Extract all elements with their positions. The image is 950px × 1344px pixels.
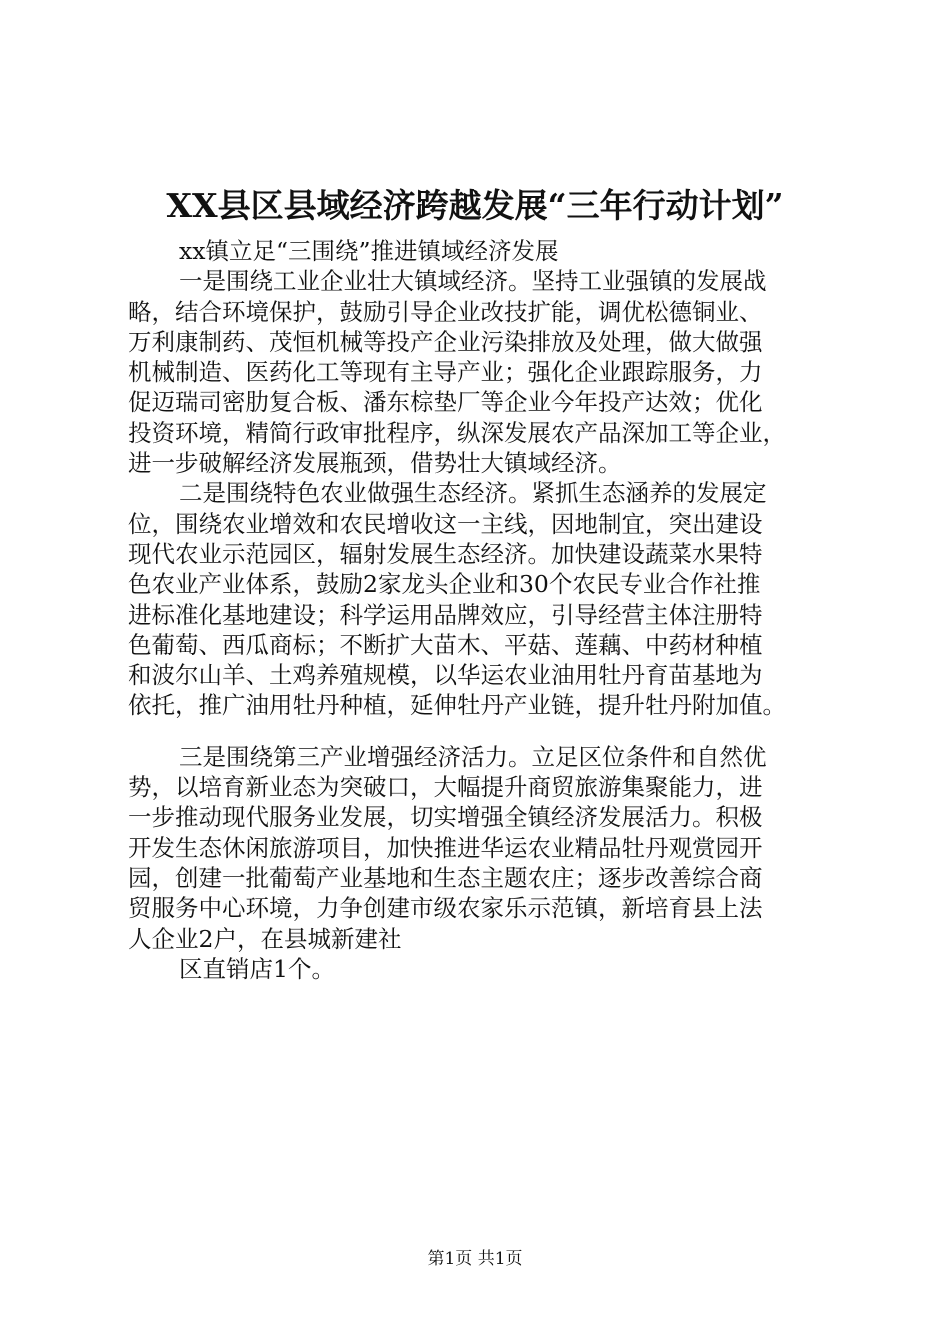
paragraph-line: 园，创建一批葡萄产业基地和生态主题农庄；逐步改善综合商 [128,863,763,892]
paragraph-spacer [128,721,828,742]
paragraph-line: 依托，推广油用牡丹种植，延伸牡丹产业链，提升牡丹附加值。 [128,691,786,720]
paragraph-line: 现代农业示范园区，辐射发展生态经济。加快建设蔬菜水果特 [128,539,763,568]
paragraph-line: 一步推动现代服务业发展，切实增强全镇经济发展活力。积极 [128,803,763,832]
paragraph-industry [128,266,828,478]
page-number-footer: 第1页 共1页 [427,1249,523,1269]
paragraph-line: 色农业产业体系，鼓励2家龙头企业和30个农民专业合作社推 [128,570,761,599]
paragraph-line: 进标准化基地建设；科学运用品牌效应，引导经营主体注册特 [128,600,763,629]
document-body [128,236,828,984]
paragraph-tertiary [128,742,828,954]
paragraph-line: 投资环境，精简行政审批程序，纵深发展农产品深加工等企业， [128,418,786,447]
document-subtitle: xx镇立足“三围绕”推进镇域经济发展 [179,237,559,265]
paragraph-line: 势，以培育新业态为突破口，大幅提升商贸旅游集聚能力，进 [128,773,763,802]
paragraph-line: 三是围绕第三产业增强经济活力。立足区位条件和自然优 [179,742,767,771]
paragraph-line: 略，结合环境保护，鼓励引导企业改技扩能，调优松德铜业、 [128,297,763,326]
paragraph-line: 开发生态休闲旅游项目，加快推进华运农业精品牡丹观赏园开 [128,833,763,862]
paragraph-line: 机械制造、医药化工等现有主导产业；强化企业跟踪服务，力 [128,358,763,387]
paragraph-line: 进一步破解经济发展瓶颈，借势壮大镇域经济。 [128,449,622,478]
paragraph-line: 二是围绕特色农业做强生态经济。紧抓生态涵养的发展定 [179,479,767,508]
paragraph-line: 促迈瑞司密肋复合板、潘东棕垫厂等企业今年投产达效；优化 [128,388,763,417]
document-title: XX县区县域经济跨越发展“三年行动计划” [166,186,784,225]
paragraph-line: 和波尔山羊、土鸡养殖规模，以华运农业油用牡丹育苗基地为 [128,661,763,690]
paragraph-line: 万利康制药、茂恒机械等投产企业污染排放及处理，做大做强 [128,327,763,356]
paragraph-line: 贸服务中心环境，力争创建市级农家乐示范镇，新培育县上法 [128,894,763,923]
paragraph-closing [128,954,828,984]
paragraph-line: 色葡萄、西瓜商标；不断扩大苗木、平菇、莲藕、中药材种植 [128,630,763,659]
paragraph-line: 区直销店1个。 [179,954,335,983]
paragraph-agriculture [128,478,828,720]
paragraph-line: 一是围绕工业企业壮大镇域经济。坚持工业强镇的发展战 [179,267,767,296]
paragraph-line: 位，围绕农业增效和农民增收这一主线，因地制宜，突出建设 [128,509,763,538]
paragraph-line: 人企业2户，在县城新建社 [128,924,402,953]
